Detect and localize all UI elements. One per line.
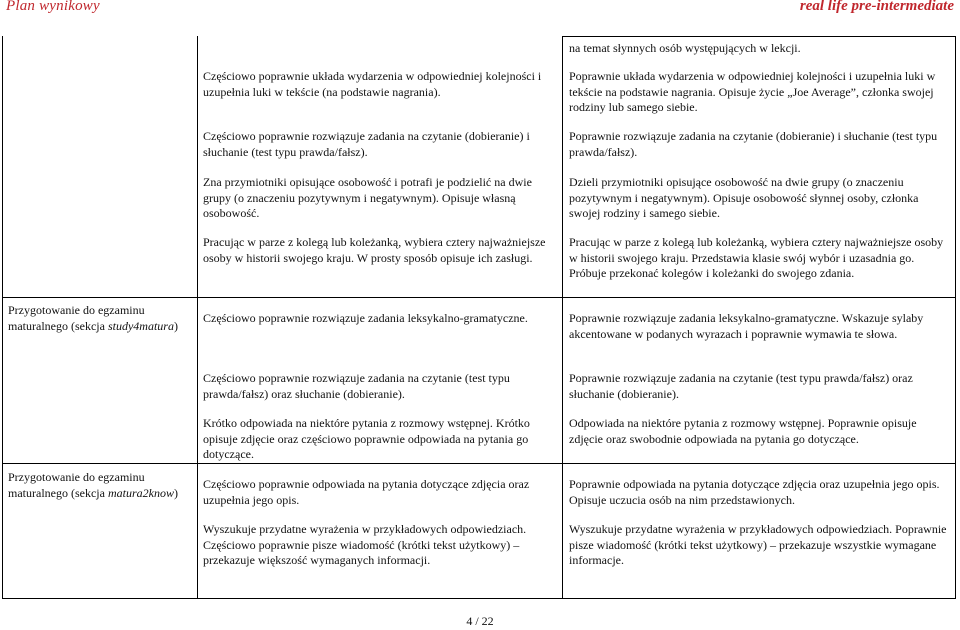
cell-text-row1-col3: Poprawnie układa wydarzenia w odpowiedniej kolejności i uzupełnia luki w tekście na podstawie nagrania. Opisuje życie „Joe Average”, członka swojej rodziny lub samego siebie.	[569, 69, 936, 114]
table-cell	[203, 311, 561, 327]
row-divider-section-2	[2, 463, 956, 464]
section-label-suffix: )	[173, 485, 178, 500]
cell-text-row8-col2: Częściowo poprawnie odpowiada na pytania dotyczące zdjęcia oraz uzupełnia jego opis.	[203, 477, 530, 507]
column-divider-1	[197, 36, 198, 599]
header-title-left: Plan wynikowy	[6, 0, 100, 14]
table-cell	[569, 69, 951, 116]
column-divider-2	[562, 36, 563, 599]
section-label-matura2know	[8, 470, 194, 501]
table-cell	[203, 477, 559, 508]
cell-text-row3-col2: Zna przymiotniki opisujące osobowość i potrafi je podzielić na dwie grupy (o znaczeniu pozytywnym i negatywnym). Opisuje własną osobowość.	[203, 175, 532, 220]
table-cell	[203, 175, 557, 222]
cell-text-row2-col3: Poprawnie rozwiązuje zadania na czytanie (dobieranie) i słuchanie (test typu prawda/fałsz).	[569, 129, 938, 159]
table-cell	[203, 235, 557, 266]
cell-text-row6-col2: Częściowo poprawnie rozwiązuje zadania na czytanie (test typu prawda/fałsz) oraz słuchanie (dobieranie).	[203, 371, 510, 401]
cell-text-row9-col2: Wyszukuje przydatne wyrażenia w przykładowych odpowiedziach. Częściowo poprawnie pisze wiadomość (krótki tekst użytkowy) – przekazuje większość wymaganych informacji.	[203, 522, 527, 567]
table-cell	[203, 371, 559, 402]
table-cell	[569, 311, 951, 342]
table-left-border	[2, 36, 3, 599]
cell-text-row3-col3: Dzieli przymiotniki opisujące osobowość na dwie grupy (o znaczeniu pozytywnym i negatywnym). Opisuje osobowość słynnej osoby, członka swojej rodziny i samego siebie.	[569, 175, 919, 220]
table-cell	[569, 477, 951, 508]
table-cell	[569, 129, 951, 160]
cell-text-row1-col2: Częściowo poprawnie układa wydarzenia w odpowiedniej kolejności i uzupełnia luki w tekście (na podstawie nagrania).	[203, 69, 542, 99]
table-right-border	[955, 36, 956, 599]
table-cell	[569, 416, 951, 447]
table-cell	[569, 371, 951, 402]
section-label-suffix: )	[173, 318, 178, 333]
section-label-italic: study4matura	[107, 318, 174, 333]
cell-text-row9-col3: Wyszukuje przydatne wyrażenia w przykładowych odpowiedziach. Poprawnie pisze wiadomość (krótki tekst użytkowy) – przekazuje wszystkie wymagane informacje.	[569, 522, 947, 567]
row-divider-header	[562, 36, 956, 37]
table-cell	[203, 69, 557, 100]
cell-text-row6-col3: Poprawnie rozwiązuje zadania na czytanie (test typu prawda/fałsz) oraz słuchanie (dobieranie).	[569, 371, 913, 401]
table-bottom-border	[2, 598, 956, 599]
header-title-right: real life pre-intermediate	[799, 0, 954, 14]
section-label-italic: matura2know	[107, 485, 174, 500]
cell-text-row4-col3: Pracując w parze z kolegą lub koleżanką, wybiera cztery najważniejsze osoby w historii swojego kraju. Przedstawia klasie swój wybór i uzasadnia go. Próbuje przekonać kolegów i koleżanki do swojego zdania.	[569, 235, 944, 280]
section-label-prefix: Przygotowanie do egzaminu maturalnego (sekcja	[8, 303, 145, 333]
page-number: 4 / 22	[466, 614, 494, 628]
cell-text-row2-col2: Częściowo poprawnie rozwiązuje zadania na czytanie (dobieranie) i słuchanie (test typu prawda/fałsz).	[203, 129, 530, 159]
table-cell	[203, 129, 559, 160]
cell-text-row4-col2: Pracując w parze z kolegą lub koleżanką, wybiera cztery najważniejsze osoby w historii swojego kraju. W prosty sposób opisuje ich zasługi.	[203, 235, 546, 265]
table-cell	[569, 235, 951, 282]
cell-text-row5-col2: Częściowo poprawnie rozwiązuje zadania leksykalno-gramatyczne.	[203, 311, 528, 325]
cell-text-row0-col3: na temat słynnych osób występujących w lekcji.	[569, 41, 801, 55]
section-label-study4matura	[8, 303, 194, 334]
cell-text-row8-col3: Poprawnie odpowiada na pytania dotyczące zdjęcia oraz uzupełnia jego opis. Opisuje uczucia osób na nim przedstawionych.	[569, 477, 940, 507]
section-label-prefix: Przygotowanie do egzaminu maturalnego (sekcja	[8, 470, 145, 500]
table-cell	[203, 416, 559, 463]
table-cell	[203, 522, 559, 569]
table-cell	[569, 522, 951, 569]
row-divider-section-1	[2, 297, 956, 298]
table-cell	[569, 175, 951, 222]
cell-text-row7-col3: Odpowiada na niektóre pytania z rozmowy wstępnej. Poprawnie opisuje zdjęcie oraz swobodnie odpowiada na pytania go dotyczące.	[569, 416, 917, 446]
cell-text-row5-col3: Poprawnie rozwiązuje zadania leksykalno-gramatyczne. Wskazuje sylaby akcentowane w podanych wyrazach i poprawnie wymawia te słowa.	[569, 311, 924, 341]
cell-text-row7-col2: Krótko odpowiada na niektóre pytania z rozmowy wstępnej. Krótko opisuje zdjęcie oraz częściowo poprawnie odpowiada na pytania go dotyczące.	[203, 416, 530, 461]
table-cell	[569, 41, 949, 57]
